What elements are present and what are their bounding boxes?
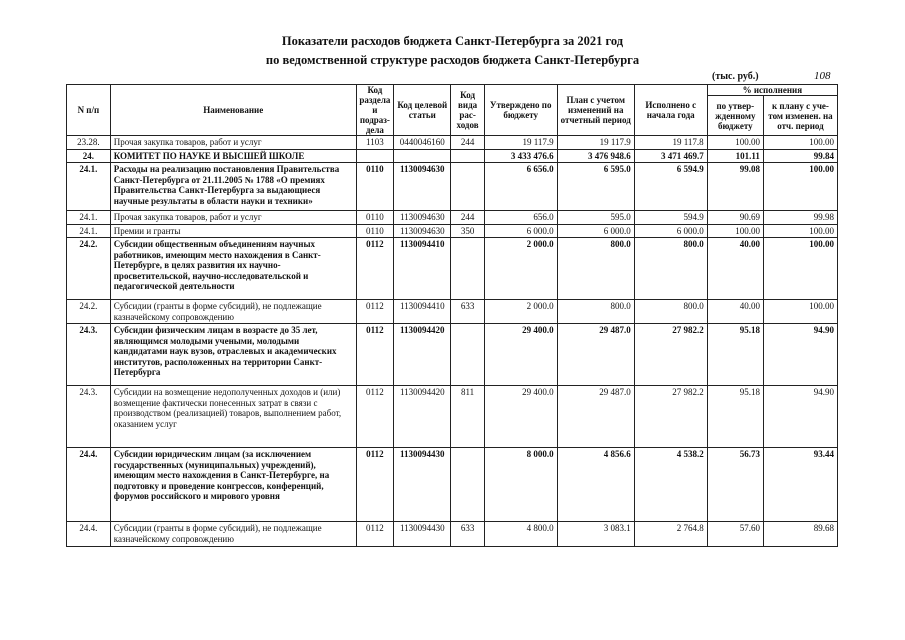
row-executed: 27 982.2: [634, 324, 707, 386]
row-number: 24.: [67, 149, 111, 163]
row-plan: 29 487.0: [557, 386, 634, 448]
row-percent-budget: 95.18: [707, 386, 763, 448]
row-percent-plan: 99.84: [763, 149, 837, 163]
row-code-target: 1130094630: [394, 163, 451, 211]
row-percent-plan: 99.98: [763, 211, 837, 225]
row-approved: 6 000.0: [484, 224, 557, 238]
row-code-type: [451, 149, 484, 163]
row-code-type: [451, 448, 484, 522]
row-approved: 656.0: [484, 211, 557, 225]
row-approved: 4 800.0: [484, 522, 557, 547]
row-percent-plan: 89.68: [763, 522, 837, 547]
row-executed: 27 982.2: [634, 386, 707, 448]
row-number: 24.1.: [67, 224, 111, 238]
row-percent-plan: 93.44: [763, 448, 837, 522]
row-code-section: 0112: [356, 238, 394, 300]
row-percent-plan: 100.00: [763, 224, 837, 238]
row-code-type: [451, 163, 484, 211]
row-executed: 4 538.2: [634, 448, 707, 522]
header-percent-budget: по утвер-жденному бюджету: [707, 96, 763, 136]
row-code-type: 633: [451, 300, 484, 324]
row-plan: 29 487.0: [557, 324, 634, 386]
row-code-target: 1130094630: [394, 224, 451, 238]
row-executed: 3 471 469.7: [634, 149, 707, 163]
table-row: [67, 522, 838, 547]
header-num: N п/п: [67, 85, 111, 136]
row-code-section: 0112: [356, 448, 394, 522]
row-executed: 2 764.8: [634, 522, 707, 547]
row-number: 24.2.: [67, 238, 111, 300]
row-code-type: 633: [451, 522, 484, 547]
row-percent-plan: 94.90: [763, 324, 837, 386]
row-percent-plan: 100.00: [763, 300, 837, 324]
row-code-target: 1130094630: [394, 211, 451, 225]
row-code-type: [451, 324, 484, 386]
header-executed: Исполнено с начала года: [634, 85, 707, 136]
row-code-target: 0440046160: [394, 136, 451, 150]
row-approved: 19 117.9: [484, 136, 557, 150]
row-plan: 19 117.9: [557, 136, 634, 150]
row-percent-plan: 100.00: [763, 163, 837, 211]
row-code-target: [394, 149, 451, 163]
table-row: [67, 149, 838, 163]
row-number: 24.3.: [67, 386, 111, 448]
row-plan: 6 595.0: [557, 163, 634, 211]
row-plan: 3 476 948.6: [557, 149, 634, 163]
table-row: [67, 136, 838, 150]
row-executed: 800.0: [634, 238, 707, 300]
row-code-target: 1130094410: [394, 300, 451, 324]
row-code-type: [451, 238, 484, 300]
row-name: Субсидии общественным объединениям научных работников, имеющим место нахождения в Санкт-Петербурге, в целях развития их научно-просветительской, научно-исследовательской и педагогической деятельности: [110, 238, 356, 300]
row-plan: 800.0: [557, 238, 634, 300]
table-row: [67, 211, 838, 225]
row-plan: 4 856.6: [557, 448, 634, 522]
row-percent-budget: 56.73: [707, 448, 763, 522]
row-number: 24.4.: [67, 522, 111, 547]
header-name: Наименование: [110, 85, 356, 136]
row-percent-budget: 40.00: [707, 300, 763, 324]
row-number: 23.28.: [67, 136, 111, 150]
row-number: 24.1.: [67, 211, 111, 225]
table-body: [67, 136, 838, 547]
header-code-type: Код вида рас-ходов: [451, 85, 484, 136]
budget-table: [66, 84, 838, 547]
row-code-section: 1103: [356, 136, 394, 150]
row-code-type: 244: [451, 136, 484, 150]
row-percent-budget: 100.00: [707, 136, 763, 150]
row-name: Прочая закупка товаров, работ и услуг: [110, 136, 356, 150]
table-row: [67, 448, 838, 522]
row-percent-budget: 100.00: [707, 224, 763, 238]
row-code-section: 0110: [356, 224, 394, 238]
header-code-section: Код раздела и подраз-дела: [356, 85, 394, 136]
row-number: 24.4.: [67, 448, 111, 522]
row-plan: 800.0: [557, 300, 634, 324]
header-approved: Утверждено по бюджету: [484, 85, 557, 136]
row-approved: 8 000.0: [484, 448, 557, 522]
header-percent-plan: к плану с уче-том изменен. на отч. период: [763, 96, 837, 136]
row-percent-budget: 101.11: [707, 149, 763, 163]
row-name: Расходы на реализацию постановления Правительства Санкт-Петербурга от 21.11.2005 № 1788 «О премиях Правительства Санкт-Петербурга за выдающиеся научные результаты в области науки и техники»: [110, 163, 356, 211]
row-code-section: 0112: [356, 386, 394, 448]
row-code-section: 0110: [356, 211, 394, 225]
row-approved: 6 656.0: [484, 163, 557, 211]
table-row: [67, 324, 838, 386]
row-percent-budget: 95.18: [707, 324, 763, 386]
table-row: [67, 224, 838, 238]
row-code-type: 244: [451, 211, 484, 225]
row-executed: 594.9: [634, 211, 707, 225]
row-plan: 6 000.0: [557, 224, 634, 238]
row-percent-budget: 99.08: [707, 163, 763, 211]
row-code-type: 350: [451, 224, 484, 238]
units-label: (тыс. руб.): [712, 71, 759, 82]
header-percent-group: % исполнения: [707, 85, 837, 96]
row-code-target: 1130094420: [394, 386, 451, 448]
row-executed: 6 000.0: [634, 224, 707, 238]
row-code-target: 1130094430: [394, 522, 451, 547]
row-percent-budget: 57.60: [707, 522, 763, 547]
row-name: Прочая закупка товаров, работ и услуг: [110, 211, 356, 225]
row-approved: 29 400.0: [484, 324, 557, 386]
row-percent-plan: 94.90: [763, 386, 837, 448]
row-approved: 2 000.0: [484, 300, 557, 324]
row-code-section: [356, 149, 394, 163]
row-code-section: 0110: [356, 163, 394, 211]
table-row: [67, 163, 838, 211]
header-code-target: Код целевой статьи: [394, 85, 451, 136]
row-percent-budget: 90.69: [707, 211, 763, 225]
row-name: Субсидии физическим лицам в возрасте до 35 лет, являющимся молодыми учеными, молодыми кандидатами наук вузов, отраслевых и академических институтов, расположенных на территории Санкт-Петербурга: [110, 324, 356, 386]
row-code-section: 0112: [356, 300, 394, 324]
row-plan: 3 083.1: [557, 522, 634, 547]
document-title-line1: Показатели расходов бюджета Санкт-Петербурга за 2021 год: [281, 34, 624, 48]
row-number: 24.1.: [67, 163, 111, 211]
row-code-type: 811: [451, 386, 484, 448]
row-code-target: 1130094420: [394, 324, 451, 386]
row-approved: 2 000.0: [484, 238, 557, 300]
row-plan: 595.0: [557, 211, 634, 225]
row-name: Субсидии (гранты в форме субсидий), не подлежащие казначейскому сопровождению: [110, 300, 356, 324]
row-name: КОМИТЕТ ПО НАУКЕ И ВЫСШЕЙ ШКОЛЕ: [110, 149, 356, 163]
row-executed: 19 117.8: [634, 136, 707, 150]
row-approved: 3 433 476.6: [484, 149, 557, 163]
row-name: Субсидии (гранты в форме субсидий), не подлежащие казначейскому сопровождению: [110, 522, 356, 547]
row-name: Субсидии юридическим лицам (за исключением государственных (муниципальных) учреждений), имеющим место нахождения в Санкт-Петербурге, на подготовку и проведение конгрессов, конференций, форумов российского и мирового уровня: [110, 448, 356, 522]
row-percent-budget: 40.00: [707, 238, 763, 300]
row-code-target: 1130094410: [394, 238, 451, 300]
table-row: [67, 386, 838, 448]
document-title-line2: по ведомственной структуре расходов бюджета Санкт-Петербурга: [265, 53, 640, 67]
row-number: 24.3.: [67, 324, 111, 386]
row-code-section: 0112: [356, 324, 394, 386]
row-approved: 29 400.0: [484, 386, 557, 448]
row-name: Премии и гранты: [110, 224, 356, 238]
row-code-section: 0112: [356, 522, 394, 547]
header-plan: План с учетом изменений на отчетный период: [557, 85, 634, 136]
page-number: 108: [814, 70, 831, 82]
table-row: [67, 300, 838, 324]
row-number: 24.2.: [67, 300, 111, 324]
table-row: [67, 238, 838, 300]
row-percent-plan: 100.00: [763, 238, 837, 300]
row-code-target: 1130094430: [394, 448, 451, 522]
row-executed: 6 594.9: [634, 163, 707, 211]
row-name: Субсидии на возмещение недополученных доходов и (или) возмещение фактически понесенных затрат в связи с производством (реализацией) товаров, выполнением работ, оказанием услуг: [110, 386, 356, 448]
row-percent-plan: 100.00: [763, 136, 837, 150]
row-executed: 800.0: [634, 300, 707, 324]
